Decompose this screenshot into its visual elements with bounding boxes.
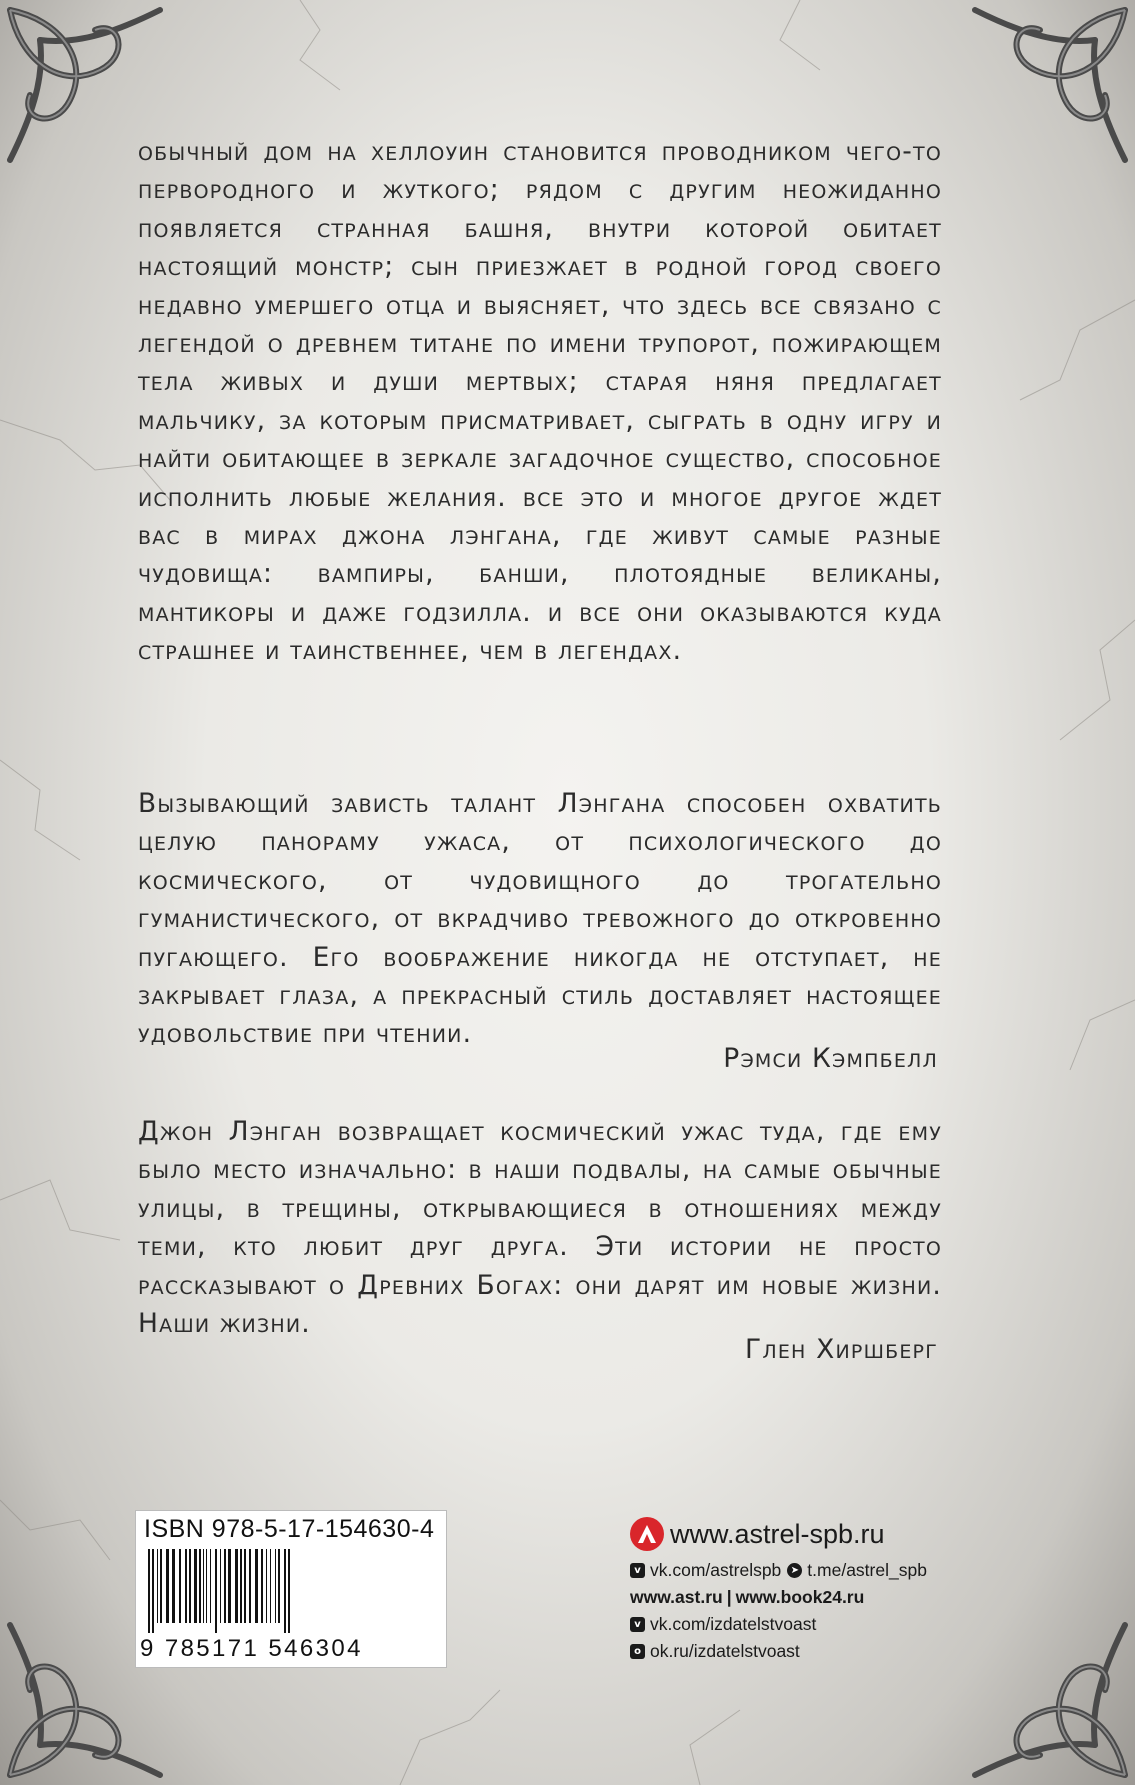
vk-astrel-link[interactable]: vk.com/astrelspb: [650, 1560, 782, 1580]
sites-row: [630, 1585, 950, 1610]
separator: |: [726, 1587, 732, 1607]
social-row: [630, 1612, 950, 1637]
ok-ast-link[interactable]: ok.ru/izdatelstvoast: [650, 1641, 800, 1661]
ornament-corner-icon: [945, 1595, 1135, 1785]
odnoklassniki-icon: o: [630, 1644, 645, 1659]
telegram-icon: ➤: [787, 1563, 802, 1578]
isbn-label: ISBN 978-5-17-154630-4: [144, 1515, 435, 1543]
review-author: Глен Хиршберг: [745, 1334, 938, 1365]
isbn-barcode-block: [135, 1510, 447, 1668]
review-text: Джон Лэнган возвращает космический ужас туда, где ему было место изначально: в наши подвалы, на самые обычные улицы, в трещины, открывающиеся в отношениях между теми, кто любит друг друга. Эти истории не просто рассказывают о Древних Богах: они дарят им новые жизни. Наши жизни.: [138, 1116, 942, 1340]
review-signature: [723, 1040, 938, 1078]
review-paragraph-hirshberg: [138, 1113, 942, 1343]
ast-site-link[interactable]: www.ast.ru: [630, 1587, 723, 1607]
review-text: Вызывающий зависть талант Лэнгана способен охватить целую панораму ужаса, от психологического до космического, от чудовищного до трогательно гуманистического, от вкрадчиво тревожного до откровенно пугающего. Его воображение никогда не отступает, не закрывает глаза, а прекрасный стиль доставляет настоящее удовольствие при чтении.: [138, 788, 942, 1050]
publisher-site-row[interactable]: [630, 1512, 950, 1556]
review-signature: [745, 1331, 938, 1369]
review-paragraph-campbell: [138, 785, 942, 1054]
barcode-digits: 9 785171 546304: [140, 1635, 363, 1662]
vk-ast-link[interactable]: vk.com/izdatelstvoast: [650, 1614, 817, 1634]
vk-icon: v: [630, 1563, 645, 1578]
review-author: Рэмси Кэмпбелл: [723, 1043, 938, 1074]
vk-icon: v: [630, 1617, 645, 1632]
astrel-logo-icon: [630, 1517, 664, 1551]
annotation-paragraph: [138, 133, 942, 671]
book24-site-link[interactable]: www.book24.ru: [735, 1587, 865, 1607]
telegram-link[interactable]: t.me/astrel_spb: [807, 1560, 927, 1580]
annotation-text: обычный дом на хеллоуин становится проводником чего-то первородного и жуткого; рядом с другим неожиданно появляется странная башня, внутри которой обитает настоящий монстр; сын приезжает в родной город своего недавно умершего отца и выясняет, что здесь все связано с легендой о древнем титане по имени трупорот, пожирающем тела живых и души мертвых; старая няня предлагает мальчику, за которым присматривает, сыграть в одну игру и найти обитающее в зеркале загадочное существо, способное исполнить любые желания. все это и многое другое ждет вас в мирах джона лэнгана, где живут самые разные чудовища: вампиры, банши, плотоядные великаны, мантикоры и даже годзилла. и все они оказываются куда страшнее и таинственнее, чем в легендах.: [138, 136, 942, 667]
publisher-website-link[interactable]: www.astrel-spb.ru: [670, 1518, 885, 1549]
publisher-links: [630, 1512, 950, 1664]
barcode-icon: [144, 1549, 438, 1633]
social-row: [630, 1558, 950, 1583]
ornament-corner-icon: [945, 0, 1135, 190]
social-row: [630, 1639, 950, 1664]
